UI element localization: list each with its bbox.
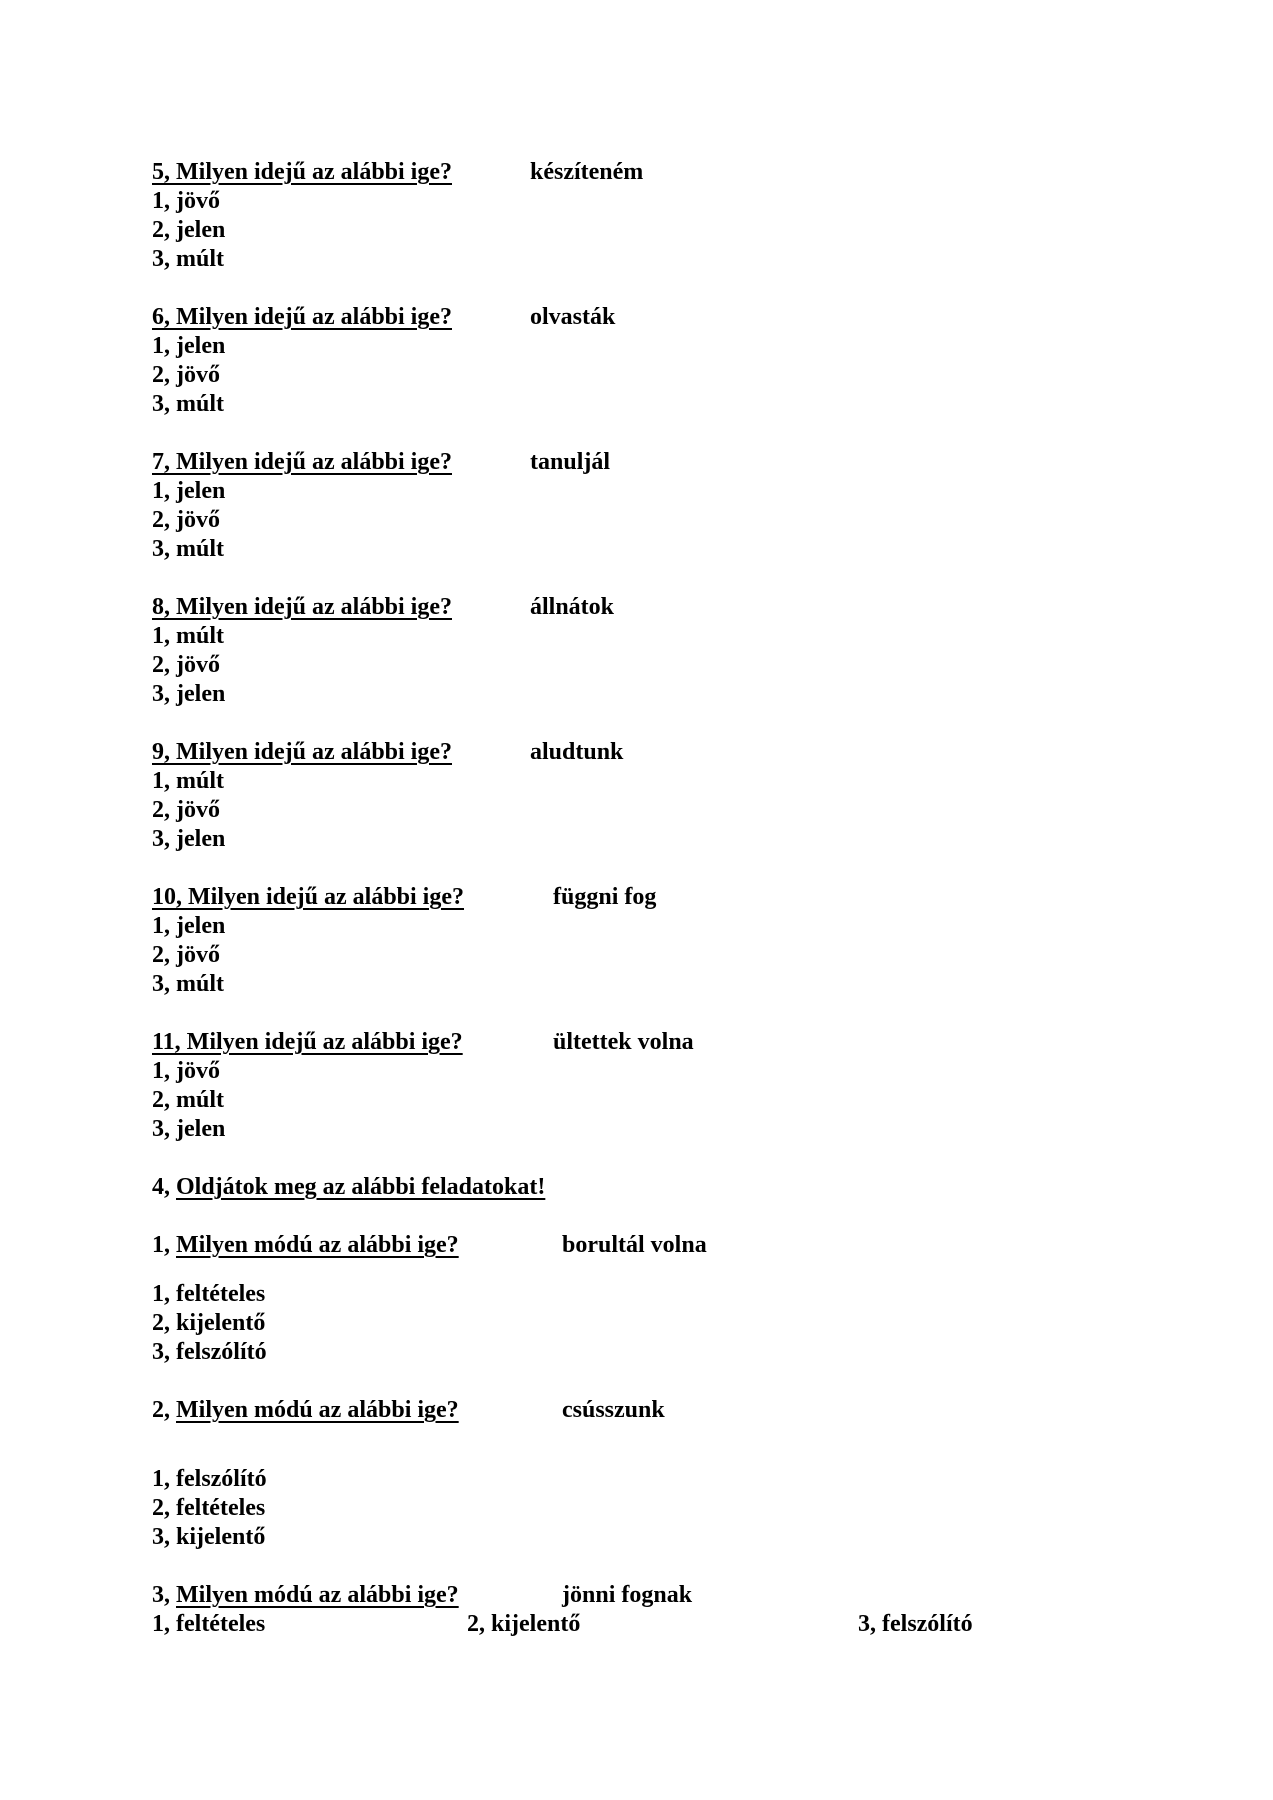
- tense-question-8: [152, 593, 1233, 709]
- answer-option: 3, múlt: [152, 536, 224, 562]
- question-header: [152, 1231, 1233, 1260]
- mood-question-1: [152, 1231, 1233, 1367]
- question-header: [152, 448, 1233, 477]
- answer-option: 2, jövő: [152, 652, 220, 678]
- question-verb: aludtunk: [530, 739, 624, 765]
- answer-option: 2, jövő: [152, 507, 220, 533]
- tense-question-7: [152, 448, 1233, 564]
- answer-option: 2, kijelentő: [152, 1310, 266, 1336]
- tense-question-6: [152, 303, 1233, 419]
- question-number: 2,: [152, 1397, 170, 1423]
- answer-option: 3, jelen: [152, 681, 226, 707]
- answer-option: 1, felszólító: [152, 1466, 267, 1492]
- question-label: 7, Milyen idejű az alábbi ige?: [152, 449, 452, 475]
- answer-option: 3, múlt: [152, 391, 224, 417]
- section-title: Oldjátok meg az alábbi feladatokat!: [176, 1174, 546, 1200]
- answer-option: 1, múlt: [152, 623, 224, 649]
- answer-option: 1, múlt: [152, 768, 224, 794]
- question-header: [152, 1581, 1233, 1610]
- answer-option-row: [152, 1610, 1233, 1639]
- question-label: 11, Milyen idejű az alábbi ige?: [152, 1029, 463, 1055]
- section-header-line: [152, 1173, 1233, 1202]
- answer-option: 3, jelen: [152, 826, 226, 852]
- question-verb: jönni fognak: [562, 1582, 693, 1608]
- question-label: 8, Milyen idejű az alábbi ige?: [152, 594, 452, 620]
- question-header: [152, 158, 1233, 187]
- answer-option: 1, jelen: [152, 478, 226, 504]
- question-header: [152, 1396, 1233, 1425]
- answer-option: 1, feltételes: [152, 1281, 266, 1307]
- answer-option: 2, múlt: [152, 1087, 224, 1113]
- section-header: [152, 1173, 1233, 1202]
- tense-question-11: [152, 1028, 1233, 1144]
- question-label: Milyen módú az alábbi ige?: [176, 1232, 459, 1258]
- answer-option: 1, jelen: [152, 333, 226, 359]
- mood-question-2: [152, 1396, 1233, 1552]
- question-label: 10, Milyen idejű az alábbi ige?: [152, 884, 464, 910]
- answer-option: 3, felszólító: [858, 1611, 973, 1637]
- answer-option: 3, múlt: [152, 971, 224, 997]
- answer-option: 3, múlt: [152, 246, 224, 272]
- question-label: 6, Milyen idejű az alábbi ige?: [152, 304, 452, 330]
- answer-option: 2, jövő: [152, 797, 220, 823]
- question-verb: ültettek volna: [553, 1029, 694, 1055]
- question-header: [152, 303, 1233, 332]
- question-header: [152, 1028, 1233, 1057]
- question-verb: készíteném: [530, 159, 644, 185]
- answer-option: 3, kijelentő: [152, 1524, 266, 1550]
- answer-option: 3, jelen: [152, 1116, 226, 1142]
- tense-question-10: [152, 883, 1233, 999]
- question-number: 1,: [152, 1232, 170, 1258]
- answer-option: 2, kijelentő: [467, 1611, 581, 1637]
- answer-option: 1, jövő: [152, 1058, 220, 1084]
- answer-option: 3, felszólító: [152, 1339, 267, 1365]
- question-verb: csússzunk: [562, 1397, 665, 1423]
- question-header: [152, 738, 1233, 767]
- answer-option: 1, feltételes: [152, 1611, 266, 1637]
- answer-option: 2, jelen: [152, 217, 226, 243]
- question-label: Milyen módú az alábbi ige?: [176, 1582, 459, 1608]
- tense-question-5: [152, 158, 1233, 274]
- answer-option: 2, jövő: [152, 942, 220, 968]
- question-header: [152, 593, 1233, 622]
- section-number: 4,: [152, 1174, 170, 1200]
- answer-option: 2, feltételes: [152, 1495, 266, 1521]
- answer-option: 2, jövő: [152, 362, 220, 388]
- question-number: 3,: [152, 1582, 170, 1608]
- question-label: 5, Milyen idejű az alábbi ige?: [152, 159, 452, 185]
- question-header: [152, 883, 1233, 912]
- question-verb: állnátok: [530, 594, 615, 620]
- question-verb: függni fog: [553, 884, 657, 910]
- question-label: Milyen módú az alábbi ige?: [176, 1397, 459, 1423]
- mood-question-3: [152, 1581, 1233, 1639]
- answer-option: 1, jövő: [152, 188, 220, 214]
- question-verb: tanuljál: [530, 449, 611, 475]
- tense-question-9: [152, 738, 1233, 854]
- question-verb: olvasták: [530, 304, 616, 330]
- question-label: 9, Milyen idejű az alábbi ige?: [152, 739, 452, 765]
- answer-option: 1, jelen: [152, 913, 226, 939]
- question-verb: borultál volna: [562, 1232, 707, 1258]
